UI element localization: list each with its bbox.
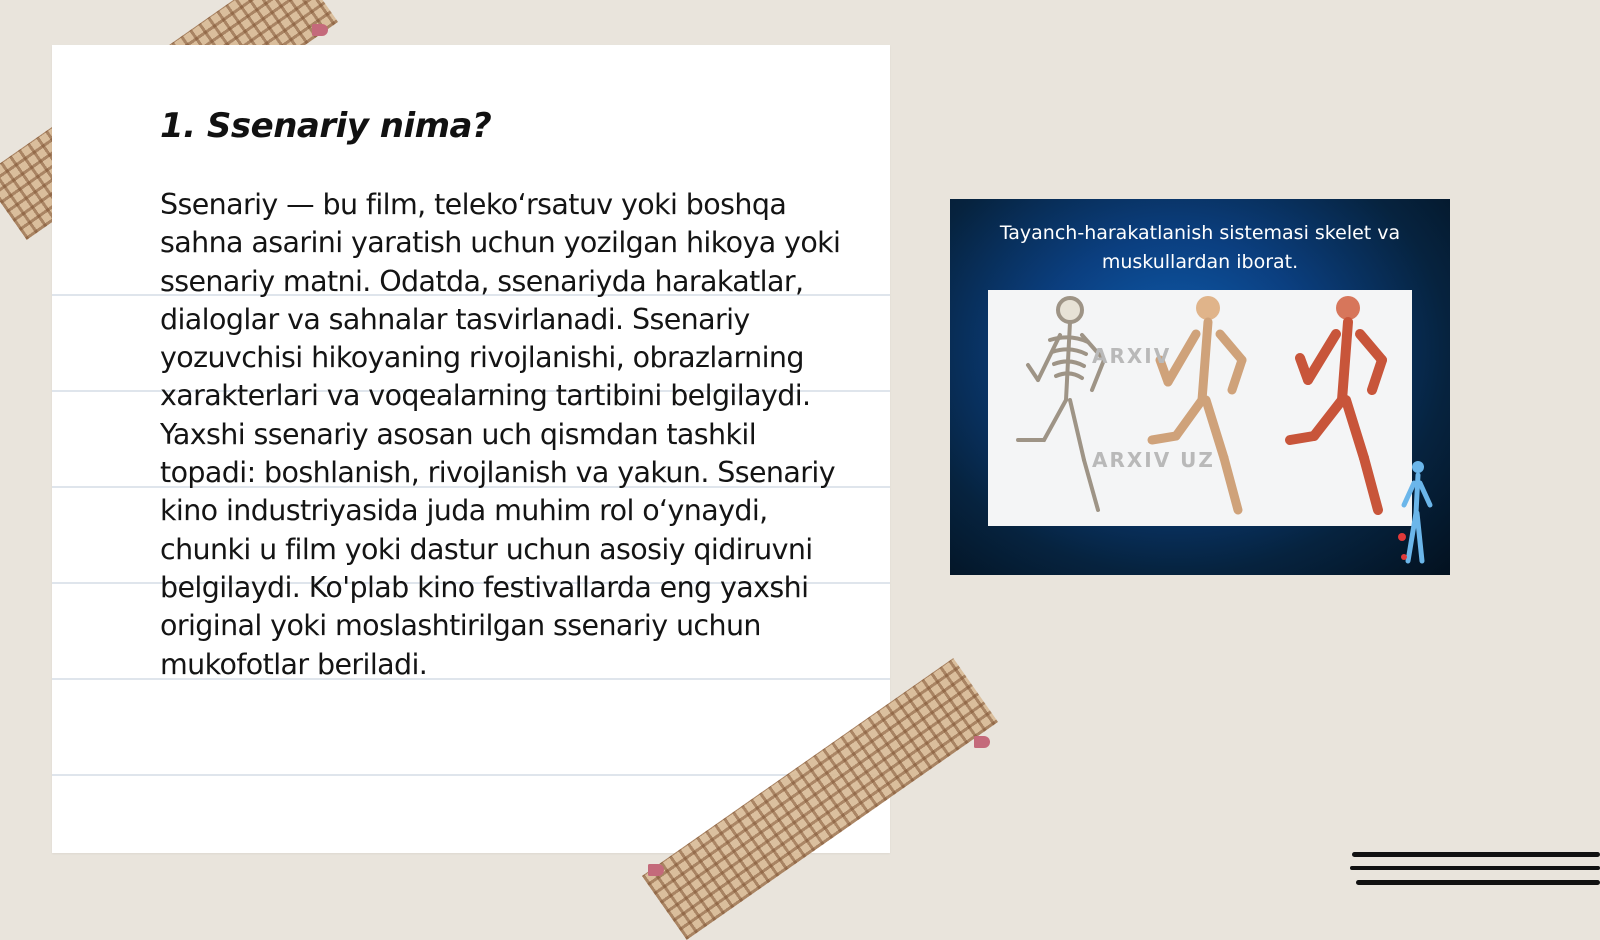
page-title: 1. Ssenariy nima? [160,106,492,146]
watermark-text: ARXIV UZ [1092,448,1215,472]
running-figures-illustration [988,290,1412,526]
pin-marker-top [312,24,328,36]
anatomy-slide-image [950,199,1450,575]
pin-marker-bottom-right [974,736,990,748]
pin-marker-bottom-left [648,864,664,876]
body-paragraph: Ssenariy — bu film, telekoʻrsatuv yoki boshqa sahna asarini yaratish uchun yozilgan hikoya yoki ssenariy matni. Odatda, ssenariyda harakatlar, dialoglar va sahnalar tasvirlanadi. Ssenariy yozuvchisi hikoyaning rivojlanishi, obrazlarning xarakterlari va voqealarning tartibini belgilaydi. Yaxshi ssenariy asosan uch qismdan tashkil topadi: boshlanish, rivojlanish va yakun. Ssenariy kino industriyasida juda muhim rol oʻynaydi, chunki u film yoki dastur uchun asosiy qidiruvni belgilaydi. Ko'plab kino festivallarda eng yaxshi original yoki moslashtirilgan ssenariy uchun mukofotlar beriladi. [160,188,841,681]
skeleton-figure [1018,298,1104,510]
decorative-line [1352,852,1600,857]
blue-body-figure [1390,457,1440,569]
decorative-line [1350,866,1600,870]
anatomy-illustration [988,290,1412,526]
slide-caption: Tayanch-harakatlanish sistemasi skelet va muskullardan iborat. [999,222,1401,273]
paper-rule-line [52,774,890,776]
muscle-figure [1290,296,1382,510]
decorative-line [1356,880,1600,885]
watermark-text: ARXIV [1092,344,1172,368]
partial-anatomy-figure [1152,296,1242,510]
